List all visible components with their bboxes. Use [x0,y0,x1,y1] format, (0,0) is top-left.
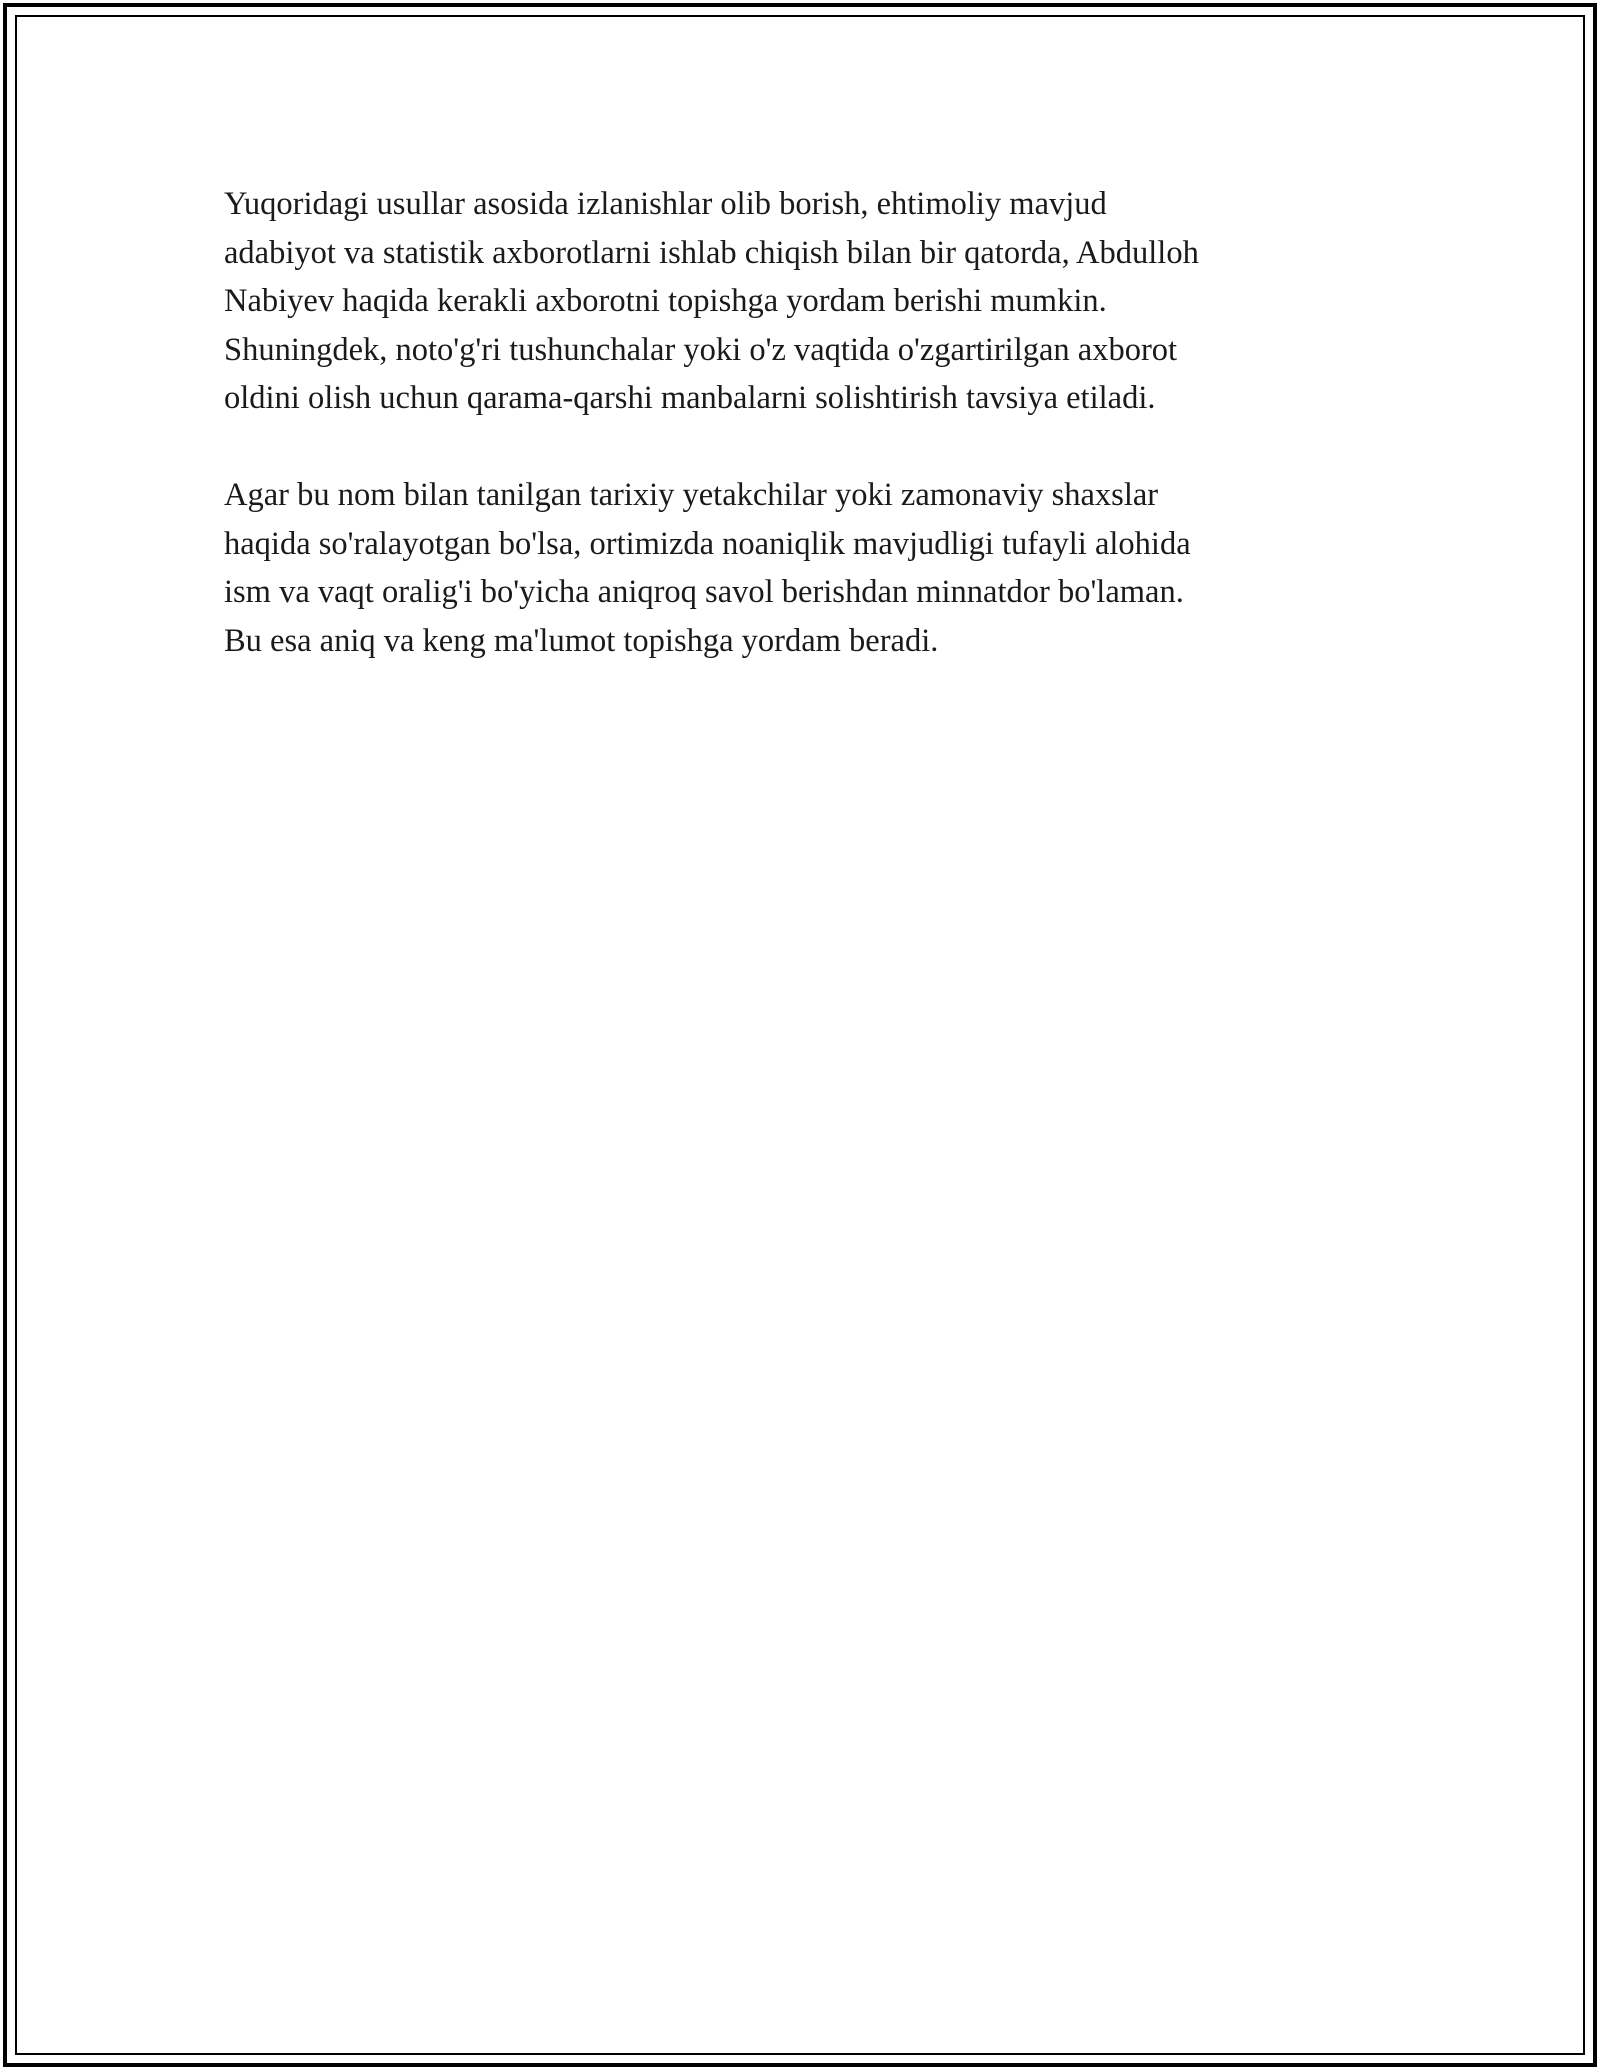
text-line: Bu esa aniq va keng ma'lumot topishga yordam beradi. [224,622,939,659]
text-line: Shuningdek, noto'g'ri tushunchalar yoki o'z vaqtida o'zgartirilgan axborot [224,331,1178,368]
text-line: Nabiyev haqida kerakli axborotni topishga yordam berishi mumkin. [224,283,1107,319]
text-line: haqida so'ralayotgan bo'lsa, ortimizda noaniqlik mavjudligi tufayli alohida [224,525,1191,562]
paragraph-2 [224,471,1354,665]
paragraph-1 [224,180,1354,423]
text-line: Yuqoridagi usullar asosida izlanishlar olib borish, ehtimoliy mavjud [224,186,1107,222]
text-line: ism va vaqt oralig'i bo'yicha aniqroq savol berishdan minnatdor bo'laman. [224,574,1184,610]
text-line: Agar bu nom bilan tanilgan tarixiy yetakchilar yoki zamonaviy shaxslar [224,477,1159,513]
document-body [224,180,1354,714]
text-line: oldini olish uchun qarama-qarshi manbalarni solishtirish tavsiya etiladi. [224,380,1156,416]
text-line: adabiyot va statistik axborotlarni ishlab chiqish bilan bir qatorda, Abdulloh [224,234,1199,271]
